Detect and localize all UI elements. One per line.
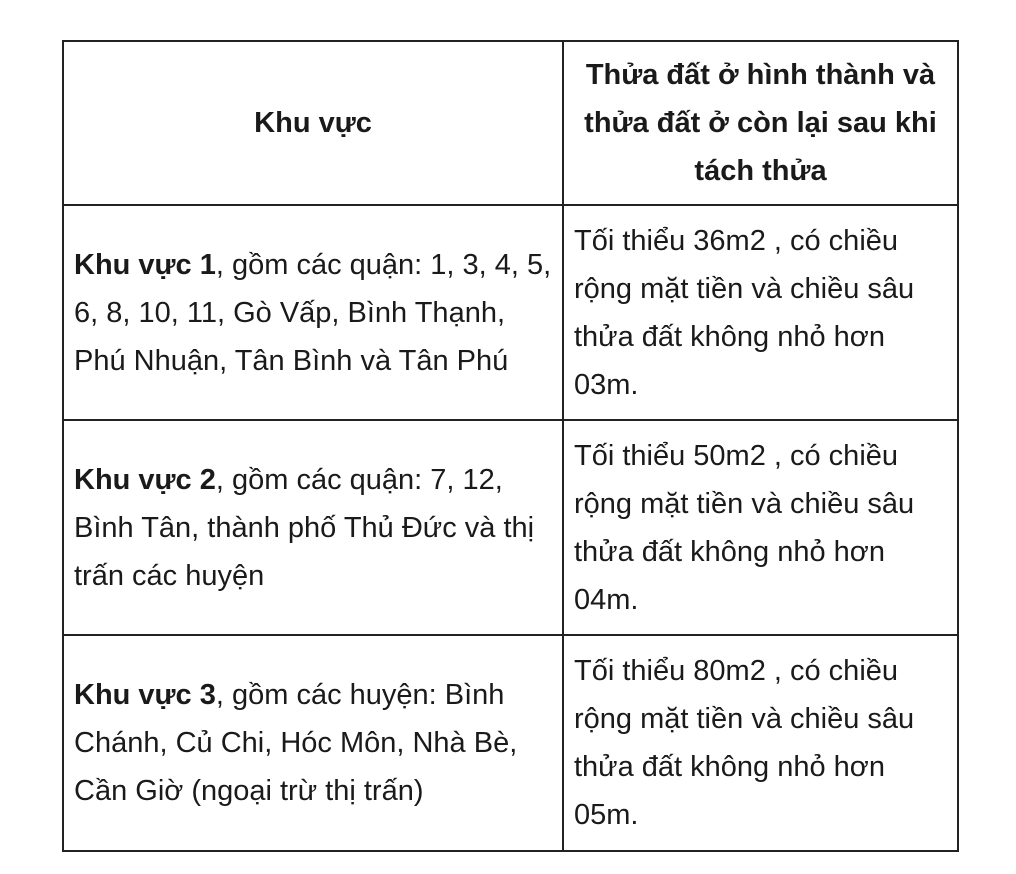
area-name: Khu vực 3 [74, 679, 216, 711]
land-split-table [62, 40, 959, 852]
table-header [63, 41, 958, 205]
area-cell [63, 420, 563, 635]
table-row [63, 420, 958, 635]
header-rule: Thửa đất ở hình thành và thửa đất ở còn lại sau khi tách thửa [563, 41, 958, 205]
rule-cell: Tối thiểu 36m2 , có chiều rộng mặt tiền và chiều sâu thửa đất không nhỏ hơn 03m. [563, 205, 958, 420]
area-description: , gồm các huyện: Bình Chánh, Củ Chi, Hóc Môn, Nhà Bè, Cần Giờ (ngoại trừ thị trấn) [74, 679, 518, 807]
area-cell [63, 635, 563, 851]
area-name: Khu vực 1 [74, 248, 216, 281]
area-description: , gồm các quận: 1, 3, 4, 5, 6, 8, 10, 11, Gò Vấp, Bình Thạnh, Phú Nhuận, Tân Bình và Tân Phú [74, 248, 552, 377]
table-row [63, 635, 958, 851]
area-name: Khu vực 2 [74, 463, 216, 496]
table-row [63, 205, 958, 420]
rule-cell: Tối thiểu 50m2 , có chiều rộng mặt tiền và chiều sâu thửa đất không nhỏ hơn 04m. [563, 420, 958, 635]
header-row [63, 41, 958, 205]
area-description: , gồm các quận: 7, 12, Bình Tân, thành phố Thủ Đức và thị trấn các huyện [74, 463, 535, 592]
rule-cell: Tối thiểu 80m2 , có chiều rộng mặt tiền và chiều sâu thửa đất không nhỏ hơn 05m. [563, 635, 958, 851]
table-body [63, 205, 958, 851]
area-cell [63, 205, 563, 420]
header-area: Khu vực [63, 41, 563, 205]
